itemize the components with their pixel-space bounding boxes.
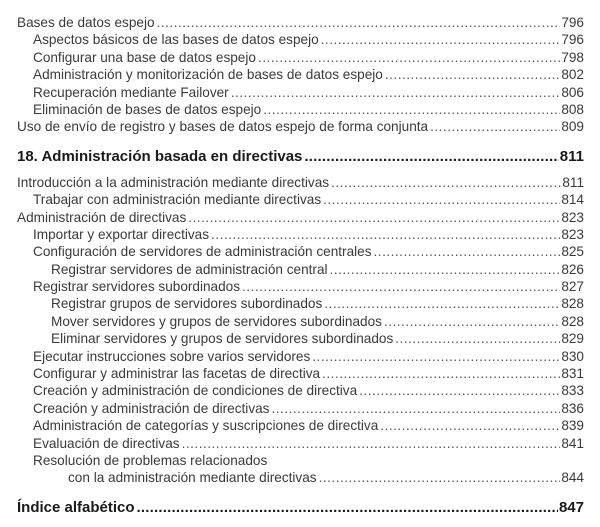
index-title: Índice alfabético <box>17 498 135 516</box>
entry-page: 831 <box>561 366 584 382</box>
entry-title: Creación y administración de condiciones de directiva <box>33 383 358 399</box>
entry-title: Uso de envío de registro y bases de datos espejo de forma conjunta <box>17 119 429 135</box>
toc-entry[interactable] <box>17 417 584 434</box>
entry-page: 823 <box>561 209 584 225</box>
entry-page: 833 <box>561 383 584 399</box>
entry-title: Administración de categorías y suscripciones de directiva <box>33 418 379 434</box>
chapter-page: 811 <box>559 147 584 165</box>
dot-leader <box>395 330 560 347</box>
entry-title: Ejecutar instrucciones sobre varios servidores <box>33 348 311 364</box>
dot-leader <box>430 118 560 135</box>
entry-title: Administración de directivas <box>17 209 187 225</box>
toc-entry[interactable] <box>17 209 584 226</box>
toc-entry[interactable] <box>17 365 584 382</box>
dot-leader <box>324 295 560 312</box>
dot-leader <box>182 435 561 452</box>
entry-title: Configurar y administrar las facetas de directiva <box>33 366 321 382</box>
toc-entry[interactable] <box>17 382 584 399</box>
toc-entry[interactable] <box>17 435 584 452</box>
dot-leader <box>323 191 560 208</box>
entry-title: Recuperación mediante Failover <box>33 84 229 100</box>
entry-page: 829 <box>561 331 584 347</box>
entry-title: Registrar servidores subordinados <box>33 279 241 295</box>
toc-entry[interactable] <box>17 118 584 135</box>
dot-leader <box>384 313 560 330</box>
entry-title: Configurar una base de datos espejo <box>33 49 256 65</box>
chapter-sections <box>17 174 584 452</box>
dot-leader <box>271 400 560 417</box>
toc-entry[interactable] <box>17 313 584 330</box>
entry-page: 796 <box>561 32 584 48</box>
entry-title: Configuración de servidores de administración centrales <box>33 244 372 260</box>
entry-title: Evaluación de directivas <box>33 435 180 451</box>
toc-entry[interactable] <box>17 295 584 312</box>
entry-page: 798 <box>561 49 584 65</box>
dot-leader <box>157 14 561 31</box>
entry-page: 839 <box>561 418 584 434</box>
entry-title: Introducción a la administración mediante directivas <box>17 174 330 190</box>
toc-entry-troubleshooting-line1[interactable]: Resolución de problemas relacionados <box>33 452 268 468</box>
index-page: 847 <box>558 498 584 516</box>
entry-page: 806 <box>561 84 584 100</box>
entry-title: con la administración mediante directivas <box>68 470 317 486</box>
dot-leader <box>231 84 561 101</box>
entry-page: 836 <box>561 400 584 416</box>
toc-entry[interactable] <box>17 330 584 347</box>
entry-title: Eliminar servidores y grupos de servidores subordinados <box>51 331 394 347</box>
toc-entry[interactable] <box>17 84 584 101</box>
entry-page: 808 <box>561 101 584 117</box>
entry-title: Bases de datos espejo <box>17 15 155 30</box>
dot-leader <box>319 469 561 486</box>
entry-page: 809 <box>561 119 584 135</box>
dot-leader <box>137 498 558 518</box>
dot-leader <box>263 101 560 118</box>
index-heading[interactable] <box>17 498 584 518</box>
toc-entry[interactable] <box>17 174 584 191</box>
dot-leader <box>321 31 561 48</box>
entry-page: 827 <box>561 279 584 295</box>
dot-leader <box>312 348 560 365</box>
toc-entry[interactable] <box>17 14 584 31</box>
entry-page: 844 <box>561 470 584 486</box>
toc-entry[interactable] <box>17 348 584 365</box>
entry-page: 811 <box>562 174 584 190</box>
entry-title: Registrar servidores de administración central <box>51 261 328 277</box>
entry-title: Creación y administración de directivas <box>33 400 270 416</box>
dot-leader <box>211 226 560 243</box>
dot-leader <box>330 261 561 278</box>
toc-entry[interactable] <box>17 243 584 260</box>
table-of-contents <box>17 14 584 518</box>
entry-title: Registrar grupos de servidores subordinados <box>51 296 323 312</box>
dot-leader <box>331 174 561 191</box>
entry-title: Importar y exportar directivas <box>33 226 210 242</box>
toc-entry-troubleshooting[interactable] <box>17 469 584 486</box>
dot-leader <box>188 209 560 226</box>
toc-entry[interactable] <box>17 31 584 48</box>
dot-leader <box>304 147 558 167</box>
toc-entry[interactable] <box>17 191 584 208</box>
dot-leader <box>380 417 560 434</box>
entry-page: 814 <box>561 192 584 208</box>
entry-page: 823 <box>561 226 584 242</box>
dot-leader <box>359 382 560 399</box>
entry-page: 841 <box>561 435 584 451</box>
entry-page: 830 <box>561 348 584 364</box>
entry-page: 825 <box>561 244 584 260</box>
toc-entry[interactable] <box>17 278 584 295</box>
entry-page: 802 <box>561 67 584 83</box>
sections-before <box>17 14 584 136</box>
entry-title: Administración y monitorización de bases de datos espejo <box>33 67 383 83</box>
toc-entry[interactable] <box>17 226 584 243</box>
toc-entry[interactable] <box>17 101 584 118</box>
entry-title: Trabajar con administración mediante directivas <box>33 192 322 208</box>
dot-leader <box>258 49 560 66</box>
dot-leader <box>374 243 561 260</box>
toc-entry[interactable] <box>17 261 584 278</box>
entry-page: 826 <box>561 261 584 277</box>
entry-title: Mover servidores y grupos de servidores subordinados <box>51 313 382 329</box>
toc-entry[interactable] <box>17 400 584 417</box>
chapter-heading[interactable] <box>17 147 584 167</box>
entry-title: Eliminación de bases de datos espejo <box>33 101 262 117</box>
chapter-title: 18. Administración basada en directivas <box>17 147 303 165</box>
dot-leader <box>385 66 560 83</box>
entry-page: 828 <box>561 313 584 329</box>
toc-entry[interactable] <box>17 49 584 66</box>
toc-entry[interactable] <box>17 66 584 83</box>
entry-title: Aspectos básicos de las bases de datos espejo <box>33 32 319 48</box>
entry-page: 828 <box>561 296 584 312</box>
dot-leader <box>242 278 560 295</box>
dot-leader <box>322 365 560 382</box>
entry-page: 796 <box>561 15 584 30</box>
